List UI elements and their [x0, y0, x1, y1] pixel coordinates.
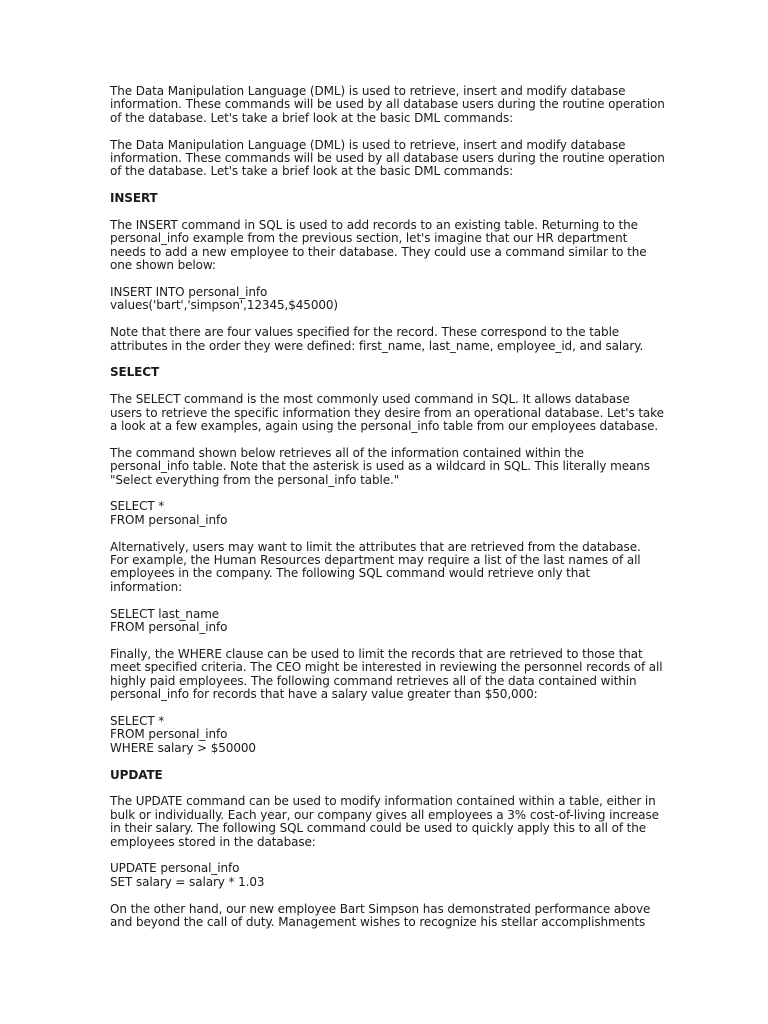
update-paragraph-1: The UPDATE command can be used to modify information contained within a table, either in bulk or individually. Each year, our company gives all employees a 3% cost-of-living increase in their salary. The following SQL command could be used to quickly apply this to all of the employees stored in the database: [110, 794, 659, 849]
insert-code: INSERT INTO personal_info values('bart','simpson',12345,$45000) [110, 285, 339, 313]
insert-heading: INSERT [110, 191, 158, 206]
insert-note-paragraph: Note that there are four values specified for the record. These correspond to the table attributes in the order they were defined: first_name, last_name, employee_id, and salary. [110, 325, 644, 353]
select-paragraph-1: The SELECT command is the most commonly used command in SQL. It allows database users to retrieve the specific information they desire from an operational database. Let's take a look at a few examples, again using the personal_info table from our employees database. [110, 392, 664, 434]
update-paragraph-2: On the other hand, our new employee Bart Simpson has demonstrated performance above and beyond the call of duty. Management wishes to recognize his stellar accomplishments [110, 901, 651, 929]
intro-paragraph: The Data Manipulation Language (DML) is used to retrieve, insert and modify database information. These commands will be used by all database users during the routine operation of the database. Let's take a brief look at the basic DML commands: [110, 84, 665, 125]
select-heading: SELECT [110, 365, 160, 380]
select-paragraph-2: The command shown below retrieves all of the information contained within the personal_info table. Note that the asterisk is used as a wildcard in SQL. This literally means "Select everything from the personal_info table." [110, 445, 650, 487]
document-page [110, 85, 670, 943]
update-heading: UPDATE [110, 767, 163, 782]
select-paragraph-4: Finally, the WHERE clause can be used to limit the records that are retrieved to those that meet specified criteria. The CEO might be interested in reviewing the personnel records of all highly paid employees. The following command retrieves all of the data contained within personal_info for records that have a salary value greater than $50,000: [110, 646, 663, 702]
select-paragraph-3: Alternatively, users may want to limit the attributes that are retrieved from the database. For example, the Human Resources department may require a list of the last names of all employees in the company. The following SQL command would retrieve only that information: [110, 539, 641, 594]
select-code-2: SELECT last_name FROM personal_info [110, 606, 228, 635]
select-code-3: SELECT * FROM personal_info WHERE salary > $50000 [110, 713, 256, 755]
update-code: UPDATE personal_info SET salary = salary * 1.03 [110, 861, 265, 889]
insert-paragraph: The INSERT command in SQL is used to add records to an existing table. Returning to the personal_info example from the previous section, let's imagine that our HR department needs to add a new employee to their database. They could use a command similar to the one shown below: [110, 218, 647, 273]
select-code-1: SELECT * FROM personal_info [110, 499, 228, 527]
intro-paragraph-repeat: The Data Manipulation Language (DML) is used to retrieve, insert and modify database information. These commands will be used by all database users during the routine operation of the database. Let's take a brief look at the basic DML commands: [110, 137, 665, 179]
